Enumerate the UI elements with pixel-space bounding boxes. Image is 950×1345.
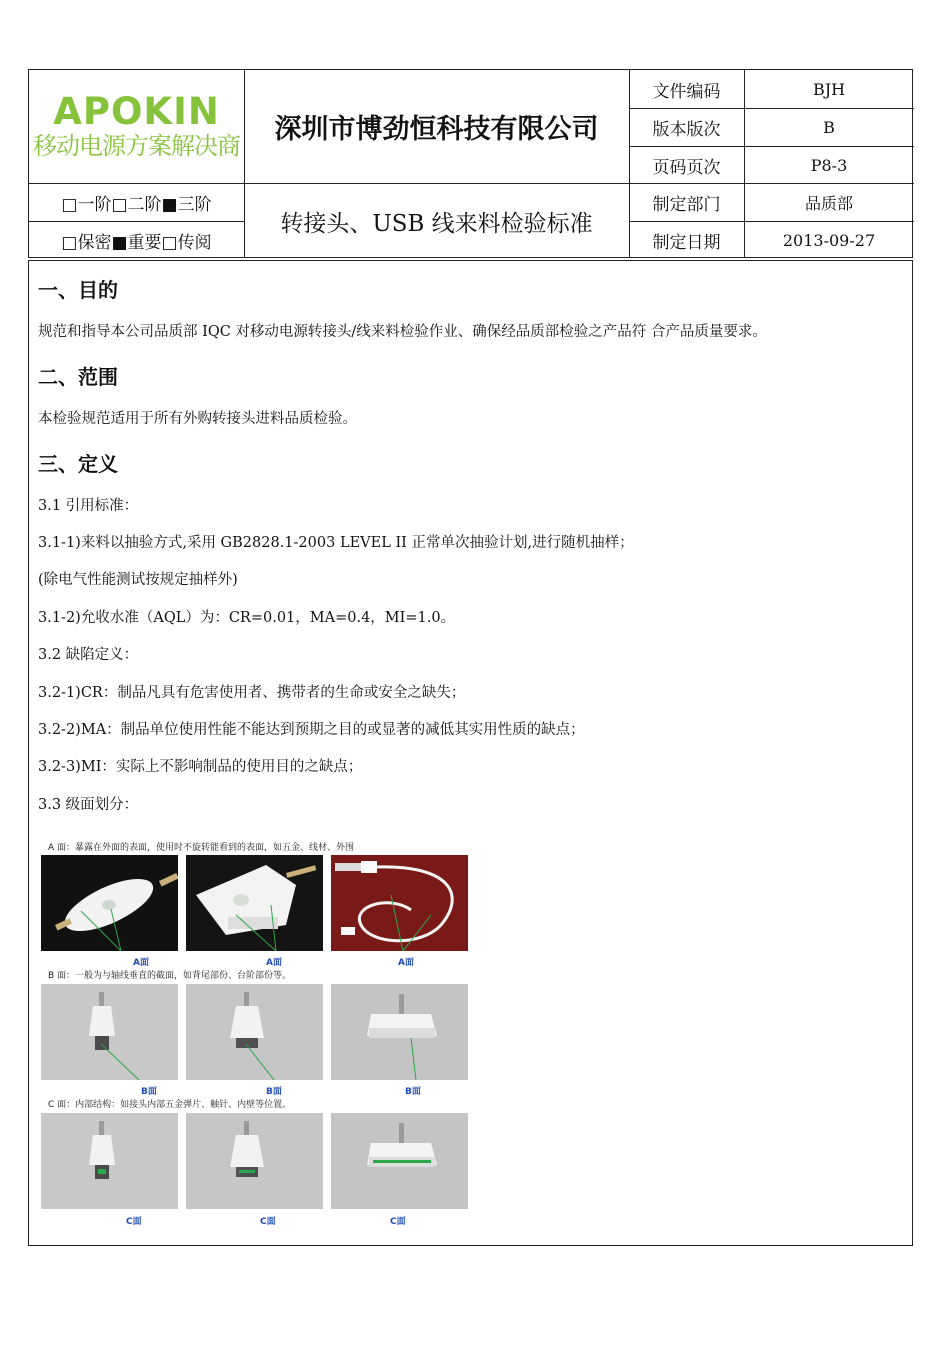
photo-adapter-b2: [186, 984, 323, 1080]
definition-line: 3.1 引用标准：: [38, 498, 139, 514]
label-c-surface: C面: [126, 1217, 142, 1227]
definition-line: 3.1-2)允收水准（AQL）为：CR=0.01，MA=0.4，MI=1.0。: [38, 610, 456, 626]
confidentiality-level: □保密■重要□传阅: [61, 232, 212, 253]
photo-adapter-c3: [331, 1113, 468, 1209]
label-a-surface: A面: [133, 958, 149, 968]
definition-line: 3.1-1)来料以抽验方式,采用 GB2828.1-2003 LEVEL II 正常单次抽验计划,进行随机抽样；: [38, 535, 634, 551]
figure-caption-c: C 面：内部结构：如接头内部五金弹片、触针、内壁等位置。: [48, 1100, 292, 1110]
field-value-date: 2013-09-27: [782, 230, 876, 250]
label-a-surface: A面: [398, 958, 414, 968]
definition-line: 3.2-2)MA：制品单位使用性能不能达到预期之目的或显著的减低其实用性质的缺点；: [38, 722, 585, 738]
scope-text: 本检验规范适用于所有外购转接头进料品质检验。: [38, 411, 357, 427]
field-label-date: 制定日期: [652, 232, 721, 253]
label-c-surface: C面: [260, 1217, 276, 1227]
surface-classification-figure: [38, 838, 473, 1233]
photo-adapter-b3: [331, 984, 468, 1080]
logo-wordmark: APOKIN: [53, 89, 220, 133]
photo-usb-cable-a3: [331, 855, 468, 951]
field-label-department: 制定部门: [652, 194, 721, 215]
document-header: [28, 69, 913, 258]
document-level: □一阶□二阶■三阶: [61, 194, 212, 215]
definition-line: 3.2-3)MI：实际上不影响制品的使用目的之缺点；: [38, 759, 363, 775]
label-b-surface: B面: [266, 1087, 282, 1097]
field-label-page: 页码页次: [652, 157, 721, 178]
label-a-surface: A面: [266, 958, 282, 968]
company-logo: [29, 70, 244, 183]
label-c-surface: C面: [390, 1217, 406, 1227]
section-title-purpose: 一、目的: [38, 278, 118, 302]
field-value-page: P8-3: [810, 155, 848, 175]
photo-adapter-b1: [41, 984, 178, 1080]
figure-caption-a: A 面：暴露在外面的表面，使用时不旋转能看到的表面，如五金、线材、外围: [48, 843, 355, 853]
field-label-doc-code: 文件编码: [652, 81, 721, 102]
label-b-surface: B面: [141, 1087, 157, 1097]
purpose-text: 规范和指导本公司品质部 IQC 对移动电源转接头/线来料检验作业、确保经品质部检验之产品符 合产品质量要求。: [38, 324, 767, 340]
definition-line: 3.3 级面划分：: [38, 797, 139, 813]
photo-adapter-c1: [41, 1113, 178, 1209]
field-label-version: 版本版次: [652, 119, 721, 140]
definition-line: 3.2-1)CR：制品凡具有危害使用者、携带者的生命或安全之缺失；: [38, 685, 466, 701]
definition-line: (除电气性能测试按规定抽样外): [38, 572, 238, 588]
section-title-definitions: 三、定义: [38, 452, 118, 476]
field-value-doc-code: BJH: [812, 79, 846, 99]
figure-caption-b: B 面：一般为与轴线垂直的截面，如背尾部份、台阶部份等。: [48, 971, 292, 981]
field-value-version: B: [823, 117, 835, 137]
photo-adapter-a1: [41, 855, 178, 951]
photo-adapter-c2: [186, 1113, 323, 1209]
definition-line: 3.2 缺陷定义：: [38, 647, 139, 663]
photo-adapter-a2: [186, 855, 323, 951]
logo-tagline: 移动电源方案解决商: [33, 131, 240, 160]
company-name: 深圳市博劲恒科技有限公司: [274, 114, 599, 145]
section-title-scope: 二、范围: [38, 365, 118, 389]
field-value-department: 品质部: [804, 193, 853, 213]
document-title: 转接头、USB 线来料检验标准: [280, 210, 593, 237]
label-b-surface: B面: [405, 1087, 421, 1097]
